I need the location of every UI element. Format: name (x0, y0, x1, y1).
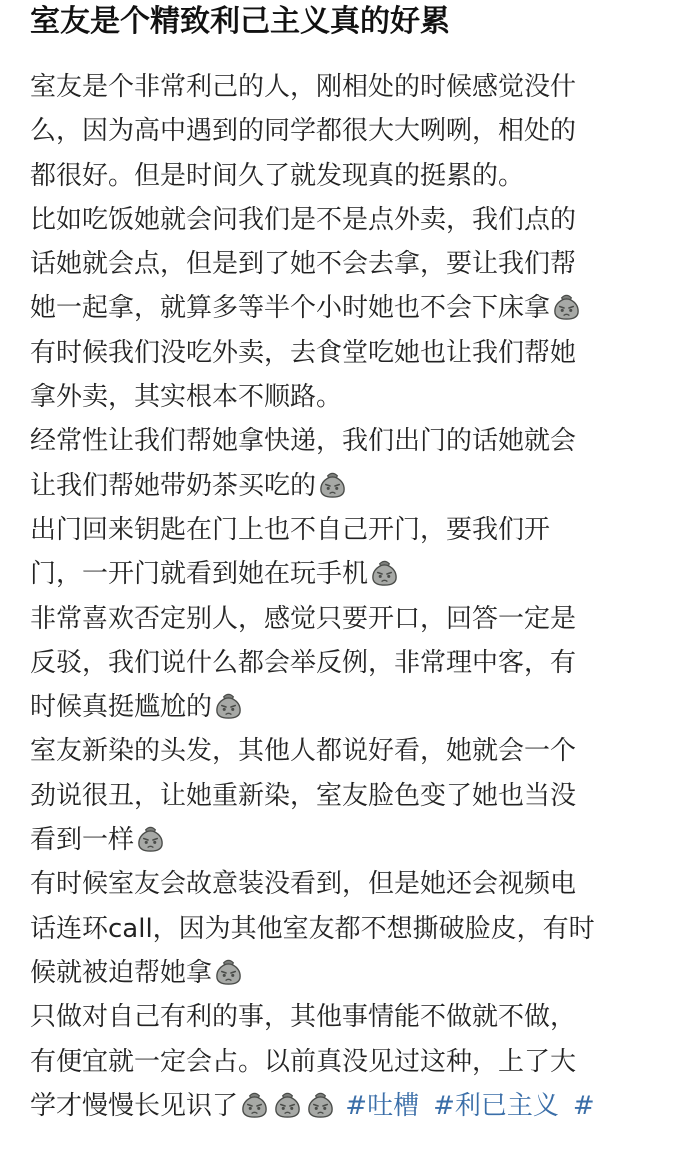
text-line (30, 198, 660, 242)
text-line (30, 331, 660, 375)
pouting-sack-emoji (239, 1089, 270, 1120)
text-line (30, 464, 660, 508)
text-line-content: 么，因为高中遇到的同学都很大大咧咧，相处的 (30, 116, 577, 147)
pouting-sack-emoji (272, 1089, 303, 1120)
post-paragraph (30, 331, 660, 420)
text-line (30, 685, 660, 729)
text-line-content: 室友是个非常利己的人，刚相处的时候感觉没什 (30, 72, 577, 102)
text-line (30, 65, 660, 109)
post-paragraph (30, 597, 660, 730)
text-line-content: 只做对自己有利的事，其他事情能不做就不做， (30, 1002, 577, 1033)
text-line (30, 774, 660, 818)
text-line (30, 641, 660, 685)
post-body (30, 65, 660, 1128)
text-line-content: 时候真挺尴尬的 (30, 692, 213, 723)
text-line-content: 有时候我们没吃外卖，去食堂吃她也让我们帮她 (30, 337, 577, 368)
text-line-content: 门，一开门就看到她在玩手机 (30, 559, 369, 590)
pouting-sack-emoji (213, 690, 244, 721)
post-paragraph (30, 729, 660, 862)
text-line-content: 经常性让我们帮她拿快递，我们出门的话她就会 (30, 426, 577, 457)
text-line-content: 话连环call，因为其他室友都不想撕破脸皮，有时 (30, 913, 595, 944)
text-line (30, 951, 660, 995)
text-line (30, 242, 660, 286)
hashtag-link[interactable]: # (572, 1090, 595, 1121)
text-line-content: 反驳，我们说什么都会举反例，非常理中客，有 (30, 647, 577, 678)
text-line (30, 375, 660, 419)
text-line-content: 比如吃饭她就会问我们是不是点外卖，我们点的 (30, 204, 577, 235)
pouting-sack-emoji (551, 291, 582, 322)
text-line (30, 419, 660, 463)
post-paragraph (30, 862, 660, 995)
post-paragraph (30, 198, 660, 331)
hashtag-link[interactable]: #利已主义 (433, 1090, 559, 1121)
pouting-sack-emoji (213, 956, 244, 987)
text-line-content: 室友新染的头发，其他人都说好看，她就会一个 (30, 736, 577, 767)
text-line (30, 729, 660, 773)
pouting-sack-emoji (305, 1089, 336, 1120)
text-line-content: 候就被迫帮她拿 (30, 957, 213, 988)
text-line-content: 出门回来钥匙在门上也不自己开门，要我们开 (30, 514, 551, 545)
text-line-content: 有时候室友会故意装没看到，但是她还会视频电 (30, 869, 577, 900)
text-line (30, 552, 660, 596)
text-line (30, 597, 660, 641)
pouting-sack-emoji (135, 823, 166, 854)
text-line (30, 1084, 660, 1128)
text-line-content: 她一起拿，就算多等半个小时她也不会下床拿 (30, 293, 551, 324)
text-line-content: 学才慢慢长见识了 (30, 1090, 239, 1121)
text-line-content: 都很好。但是时间久了就发现真的挺累的。 (30, 160, 525, 191)
text-line-content: 看到一样 (30, 825, 135, 856)
post-paragraph (30, 419, 660, 508)
text-line (30, 154, 660, 198)
hashtag-link[interactable]: #吐槽 (345, 1090, 420, 1121)
text-line-content: 非常喜欢否定别人，感觉只要开口，回答一定是 (30, 603, 577, 634)
text-line (30, 109, 660, 153)
text-line (30, 995, 660, 1039)
text-line (30, 818, 660, 862)
text-line-content: 拿外卖，其实根本不顺路。 (30, 382, 343, 413)
post-paragraph (30, 995, 660, 1128)
text-line-content: 有便宜就一定会占。以前真没见过这种，上了大 (30, 1046, 577, 1077)
text-line (30, 907, 660, 951)
text-line (30, 1040, 660, 1084)
text-line (30, 286, 660, 330)
text-line-content: 话她就会点，但是到了她不会去拿，要让我们帮 (30, 249, 577, 280)
pouting-sack-emoji (369, 557, 400, 588)
post-paragraph (30, 508, 660, 597)
text-line (30, 862, 660, 906)
text-line-content: 让我们帮她带奶茶买吃的 (30, 470, 317, 501)
post-title: 室友是个精致利己主义真的好累 (30, 4, 450, 39)
pouting-sack-emoji (317, 469, 348, 500)
post-paragraph (30, 65, 660, 198)
text-line (30, 508, 660, 552)
text-line-content: 劲说很丑，让她重新染，室友脸色变了她也当没 (30, 780, 577, 811)
